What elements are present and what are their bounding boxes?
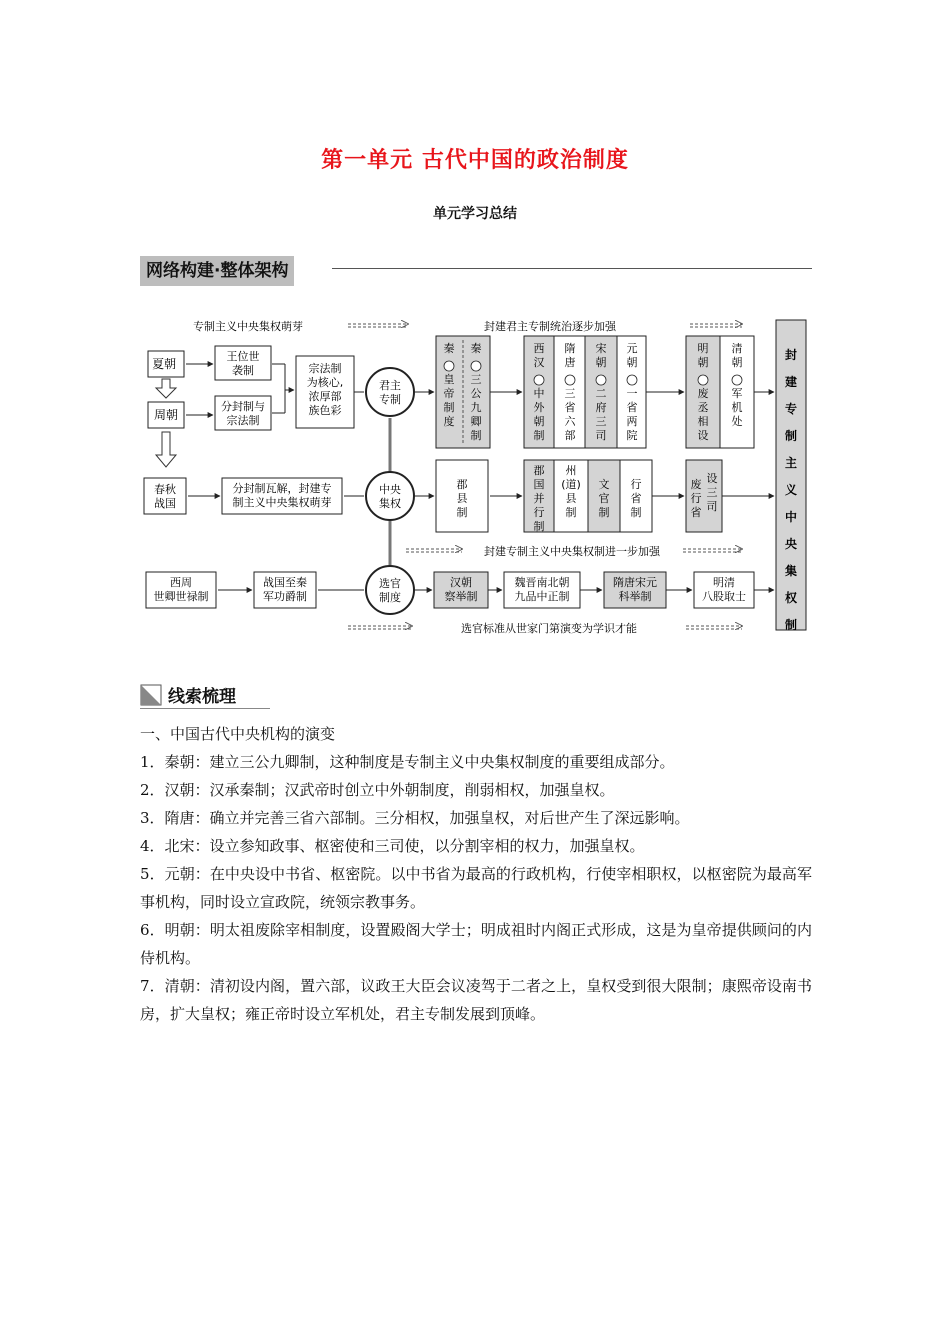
svg-text:建: 建 xyxy=(784,375,798,389)
svg-text:六: 六 xyxy=(564,415,576,428)
svg-text:县: 县 xyxy=(565,492,577,505)
section-label: 网络构建·整体架构 xyxy=(140,256,294,286)
svg-text:国: 国 xyxy=(533,478,545,491)
svg-text:行: 行 xyxy=(533,506,545,519)
svg-text:集权: 集权 xyxy=(379,497,401,510)
svg-text:义: 义 xyxy=(784,483,798,497)
svg-text:族色彩: 族色彩 xyxy=(308,404,342,417)
page-subtitle: 单元学习总结 xyxy=(433,206,517,222)
list-item: 5．元朝：在中央设中书省、枢密院。以中书省为最高的行政机构，行使宰相职权，以枢密院为最高军事机构，同时设立宣政院，统领宗教事务。 xyxy=(140,865,812,911)
list-item: 1．秦朝：建立三公九卿制，这种制度是专制主义中央集权制度的重要组成部分。 xyxy=(140,753,675,771)
svg-text:院: 院 xyxy=(626,429,638,442)
svg-text:废: 废 xyxy=(697,387,709,400)
svg-text:三: 三 xyxy=(564,387,576,400)
svg-text:明清: 明清 xyxy=(713,576,735,589)
svg-text:制: 制 xyxy=(443,401,455,414)
svg-text:宗法制: 宗法制 xyxy=(308,362,342,375)
svg-text:二: 二 xyxy=(595,387,607,400)
svg-text:朝: 朝 xyxy=(731,356,743,369)
svg-text:分封制与: 分封制与 xyxy=(221,400,265,413)
svg-text:察举制: 察举制 xyxy=(444,590,478,603)
svg-text:为核心,: 为核心, xyxy=(306,376,344,389)
svg-text:春秋: 春秋 xyxy=(154,483,176,496)
svg-text:秦: 秦 xyxy=(443,342,455,355)
svg-text:丞: 丞 xyxy=(697,401,709,414)
svg-text:司: 司 xyxy=(595,429,607,442)
list-item: 4．北宋：设立参知政事、枢密使和三司使，以分割宰相的权力，加强皇权。 xyxy=(140,837,645,855)
page-title: 第一单元 古代中国的政治制度 xyxy=(321,148,629,173)
svg-text:制: 制 xyxy=(533,520,545,533)
svg-text:朝: 朝 xyxy=(533,415,545,428)
svg-text:两: 两 xyxy=(626,415,638,428)
list-item: 6．明朝：明太祖废除宰相制度，设置殿阁大学士；明成祖时内阁正式形成，这是为皇帝提供顾问的内侍机构。 xyxy=(140,921,812,967)
svg-text:文: 文 xyxy=(598,478,610,491)
svg-text:三: 三 xyxy=(706,486,718,499)
svg-text:制: 制 xyxy=(533,429,545,442)
svg-text:行: 行 xyxy=(690,492,702,505)
svg-text:隋: 隋 xyxy=(564,342,576,355)
svg-text:战国至秦: 战国至秦 xyxy=(263,576,307,589)
svg-text:制: 制 xyxy=(784,429,798,443)
label-top-left: 专制主义中央集权萌芽 xyxy=(193,320,303,333)
svg-text:(道): (道) xyxy=(561,478,581,491)
svg-text:制: 制 xyxy=(630,506,642,519)
svg-text:元: 元 xyxy=(626,342,638,355)
svg-text:宗法制: 宗法制 xyxy=(226,414,260,427)
svg-text:相: 相 xyxy=(697,415,709,428)
svg-text:制: 制 xyxy=(598,506,610,519)
svg-text:汉朝: 汉朝 xyxy=(450,576,472,589)
svg-text:度: 度 xyxy=(443,415,455,428)
svg-text:西: 西 xyxy=(533,342,545,355)
structure-diagram xyxy=(0,0,950,650)
svg-text:汉: 汉 xyxy=(533,356,545,369)
section-label: 线索梳理 xyxy=(168,687,236,707)
svg-text:权: 权 xyxy=(784,591,798,605)
svg-text:制度: 制度 xyxy=(379,591,401,604)
svg-text:专制: 专制 xyxy=(379,393,401,406)
label-top-mid: 封建君主专制统治逐步加强 xyxy=(484,320,616,333)
svg-text:科举制: 科举制 xyxy=(618,590,652,603)
svg-text:行: 行 xyxy=(630,478,642,491)
svg-text:机: 机 xyxy=(731,401,743,414)
svg-text:隋唐宋元: 隋唐宋元 xyxy=(613,576,657,589)
svg-text:废: 废 xyxy=(690,478,702,491)
svg-text:中央: 中央 xyxy=(379,483,401,496)
box-xia: 夏朝 xyxy=(152,357,177,371)
label-mid-band: 封建专制主义中央集权制进一步加强 xyxy=(484,545,660,558)
svg-text:君主: 君主 xyxy=(379,379,401,392)
svg-text:官: 官 xyxy=(598,492,610,505)
svg-text:世卿世禄制: 世卿世禄制 xyxy=(153,590,209,603)
svg-text:朝: 朝 xyxy=(595,356,607,369)
svg-text:三: 三 xyxy=(470,373,482,386)
svg-text:并: 并 xyxy=(533,492,545,505)
label-bottom-band: 选官标准从世家门第演变为学识才能 xyxy=(461,622,637,635)
content-heading: 一、中国古代中央机构的演变 xyxy=(140,725,336,743)
svg-text:宋: 宋 xyxy=(595,342,607,355)
svg-text:八股取士: 八股取士 xyxy=(702,590,746,603)
box-zhou: 周朝 xyxy=(153,408,179,422)
svg-text:一: 一 xyxy=(626,387,638,400)
svg-text:公: 公 xyxy=(470,387,482,400)
svg-text:省: 省 xyxy=(564,401,576,414)
svg-text:军: 军 xyxy=(731,387,743,400)
svg-text:皇: 皇 xyxy=(443,373,455,386)
list-item: 7．清朝：清初设内阁，置六部，议政王大臣会议凌驾于二者之上，皇权受到很大限制；康熙帝设南书房，扩大皇权；雍正帝时设立军机处，君主专制发展到顶峰。 xyxy=(140,977,812,1023)
svg-text:郡: 郡 xyxy=(456,478,468,491)
svg-text:制主义中央集权萌芽: 制主义中央集权萌芽 xyxy=(232,496,332,509)
svg-text:中: 中 xyxy=(533,387,545,400)
svg-text:司: 司 xyxy=(706,500,718,513)
list-item: 3．隋唐：确立并完善三省六部制。三分相权，加强皇权，对后世产生了深远影响。 xyxy=(140,809,690,827)
svg-text:处: 处 xyxy=(731,415,743,428)
svg-text:军功爵制: 军功爵制 xyxy=(263,590,307,603)
svg-text:朝: 朝 xyxy=(626,356,638,369)
svg-text:集: 集 xyxy=(784,564,798,578)
corner-icon xyxy=(140,684,162,706)
svg-text:王位世: 王位世 xyxy=(226,350,260,363)
svg-text:魏晋南北朝: 魏晋南北朝 xyxy=(514,576,570,589)
svg-text:主: 主 xyxy=(784,456,798,470)
svg-text:外: 外 xyxy=(533,401,545,414)
svg-text:设: 设 xyxy=(697,429,709,442)
svg-text:西周: 西周 xyxy=(170,576,192,589)
svg-text:制: 制 xyxy=(470,429,482,442)
svg-text:朝: 朝 xyxy=(697,356,709,369)
svg-text:府: 府 xyxy=(595,401,607,414)
svg-text:专: 专 xyxy=(784,402,798,416)
svg-text:唐: 唐 xyxy=(564,356,576,369)
svg-text:战国: 战国 xyxy=(154,497,176,510)
svg-text:部: 部 xyxy=(564,429,576,442)
list-item: 2．汉朝：汉承秦制；汉武帝时创立中外朝制度，削弱相权，加强皇权。 xyxy=(140,781,615,799)
svg-text:浓厚部: 浓厚部 xyxy=(308,390,342,403)
svg-text:封: 封 xyxy=(784,348,798,362)
svg-text:秦: 秦 xyxy=(470,342,482,355)
svg-text:九品中正制: 九品中正制 xyxy=(514,590,570,603)
svg-text:三: 三 xyxy=(595,415,607,428)
svg-text:分封制瓦解，封建专: 分封制瓦解，封建专 xyxy=(232,482,332,495)
content-body xyxy=(140,720,812,1028)
svg-text:州: 州 xyxy=(565,464,577,477)
svg-text:省: 省 xyxy=(690,506,702,519)
svg-text:袭制: 袭制 xyxy=(232,364,254,377)
svg-text:中: 中 xyxy=(784,510,798,524)
svg-text:设: 设 xyxy=(706,472,718,485)
svg-text:县: 县 xyxy=(456,492,468,505)
svg-text:九: 九 xyxy=(470,401,482,414)
svg-text:清: 清 xyxy=(731,342,743,355)
svg-text:制: 制 xyxy=(784,618,798,632)
svg-text:卿: 卿 xyxy=(470,415,482,428)
svg-text:省: 省 xyxy=(626,401,638,414)
svg-text:央: 央 xyxy=(784,537,798,551)
svg-text:制: 制 xyxy=(565,506,577,519)
svg-text:明: 明 xyxy=(697,342,709,355)
svg-text:帝: 帝 xyxy=(443,387,455,400)
svg-text:制: 制 xyxy=(456,506,468,519)
svg-text:郡: 郡 xyxy=(533,464,545,477)
section-rule xyxy=(140,708,270,709)
svg-text:选官: 选官 xyxy=(379,577,401,590)
svg-text:省: 省 xyxy=(630,492,642,505)
